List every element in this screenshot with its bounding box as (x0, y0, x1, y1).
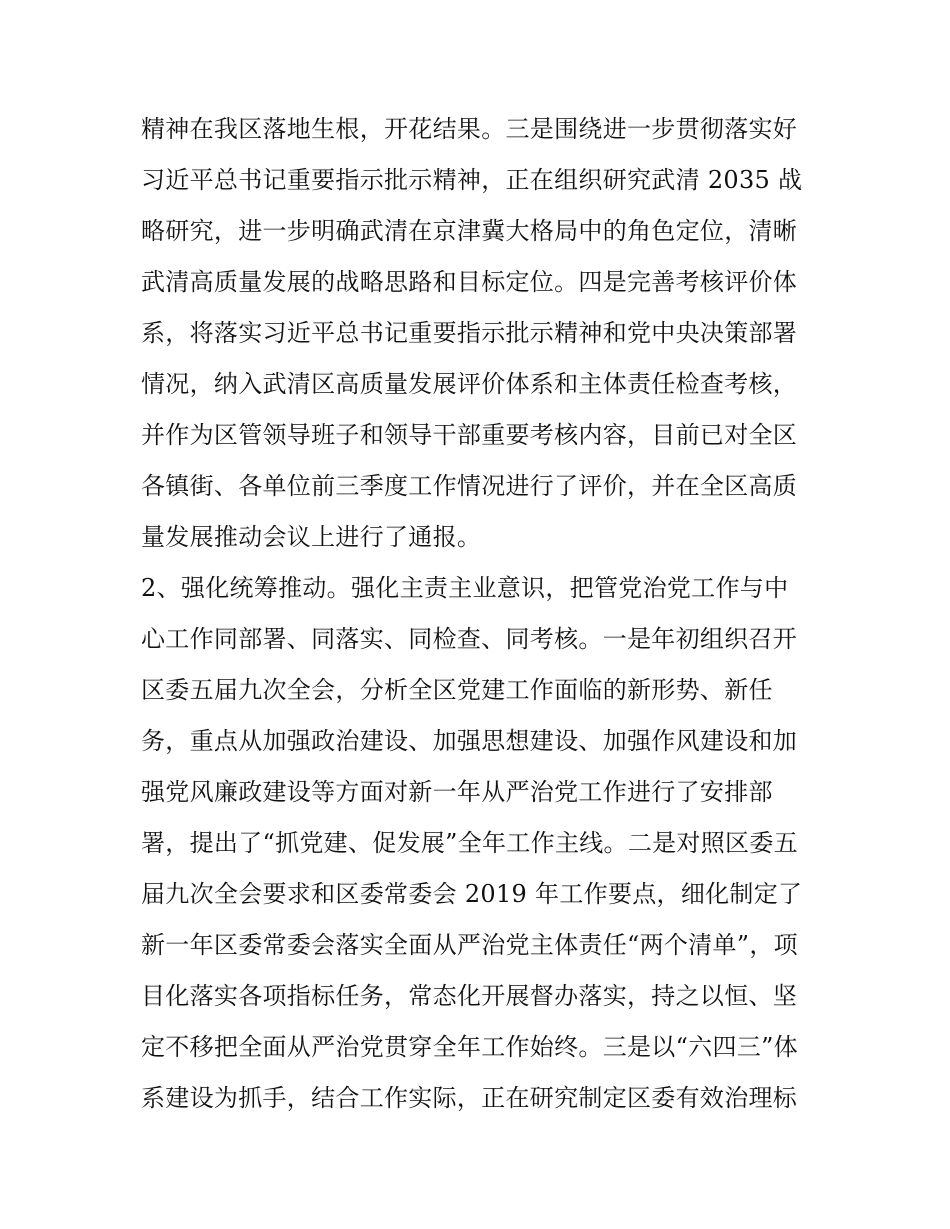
body-text (141, 104, 821, 1124)
text-line: 新一年区委常委会落实全面从严治党主体责任“两个清单”，项 (141, 931, 798, 959)
text-line: 略研究，进一步明确武清在京津冀大格局中的角色定位，清晰 (141, 217, 798, 245)
text-line: 量发展推动会议上进行了通报。 (141, 523, 482, 551)
text-line: 2、强化统筹推动。强化主责主业意识，把管党治党工作与中 (141, 574, 789, 602)
text-line: 并作为区管领导班子和领导干部重要考核内容，目前已对全区 (141, 421, 798, 449)
text-line: 各镇街、各单位前三季度工作情况进行了评价，并在全区高质 (141, 472, 798, 500)
text-line: 情况，纳入武清区高质量发展评价体系和主体责任检查考核， (141, 370, 798, 398)
text-line: 署，提出了“抓党建、促发展”全年工作主线。二是对照区委五 (141, 829, 798, 857)
text-line: 系，将落实习近平总书记重要指示批示精神和党中央决策部署 (141, 319, 798, 347)
text-line: 目化落实各项指标任务，常态化开展督办落实，持之以恒、坚 (141, 982, 798, 1010)
text-line: 强党风廉政建设等方面对新一年从严治党工作进行了安排部 (141, 778, 773, 806)
text-line: 精神在我区落地生根，开花结果。三是围绕进一步贯彻落实好 (141, 115, 798, 143)
text-line: 定不移把全面从严治党贯穿全年工作始终。三是以“六四三”体 (141, 1033, 798, 1061)
text-line: 区委五届九次全会，分析全区党建工作面临的新形势、新任 (141, 676, 773, 704)
text-line: 心工作同部署、同落实、同检查、同考核。一是年初组织召开 (141, 625, 798, 653)
text-line: 务，重点从加强政治建设、加强思想建设、加强作风建设和加 (141, 727, 798, 755)
text-line: 武清高质量发展的战略思路和目标定位。四是完善考核评价体 (141, 268, 798, 296)
text-line: 习近平总书记重要指示批示精神，正在组织研究武清 2035 战 (141, 166, 803, 194)
text-line: 届九次全会要求和区委常委会 2019 年工作要点，细化制定了 (141, 880, 803, 908)
text-line: 系建设为抓手，结合工作实际，正在研究制定区委有效治理标 (141, 1084, 798, 1112)
